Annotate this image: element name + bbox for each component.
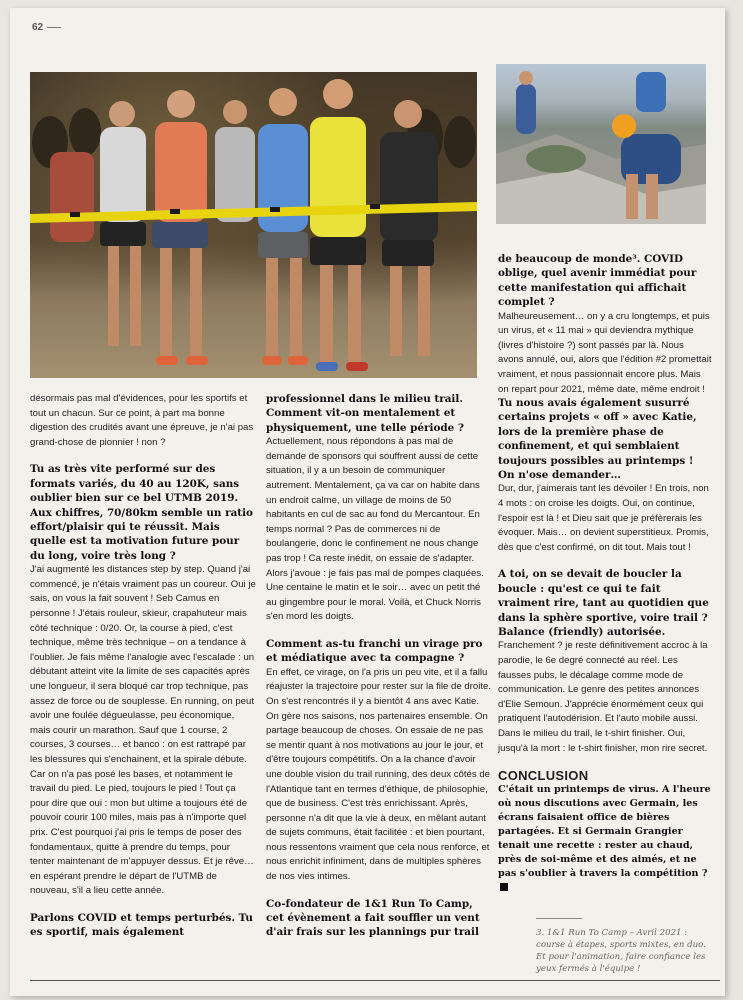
end-mark-icon — [500, 883, 508, 891]
paragraph: Actuellement, nous répondons à pas mal de demande de sponsors qui souffrent aussi de cette situation, il y a un besoin de communiquer autrement. Mentalement, ça va car on habite dans un endroit calme, un village de moins de 50 habitants en cul de sac au fond du Mercantour. En temps normal ? Pas de commerces ni de boulangerie, donc le confinement ne nous change pas trop ! Ca reste inédit, on essaie de s'adapter. Alors j'avoue : je fais pas mal de pompes claquées. Une centaine le matin et le soir… avec un petit thé au gingembre pour le moral. Voilà, et Chuck Norris s'en mord les doigts. — [266, 436, 484, 623]
trail-runners-photo — [496, 64, 706, 224]
paragraph: Malheureusement… on y a cru longtemps, et puis un virus, et « 11 mai » qui deviendra mythique (livres d'histoire ?) sont passés par là. Nous avons annulé, oui, alors que l'édition #2 promettait vraiment, et nous passionnait encore plus. Mais on repart pour 2021, même date, même endroit ! — [498, 310, 712, 395]
paragraph: J'ai augmenté les distances step by step. Quand j'ai commencé, je n'étais vraiment pas un coureur. Oui je sais, on vous la fait souvent ! Seb Camus en personne ! J'étais rouleur, skieur, crapahuteur mais côté technique : 0/20. Or, la course à pied, c'est technique, même très technique – on a tendance à l'oublier. Je fais même l'analogie avec l'escalade : un débutant atteint vite la limite de ses capacités après une longueur, il sera bloqué car trop technique, pas assez de force ou de souplesse. En running, on peut avoir une foulée dégueulasse, peu économique, mais courir un marathon. Sauf que 1 course, 2 courses, 3 courses… et banco : on est rattrapé par les blessures qui s'enchainent, et la spirale débute. Car on n'a pas posé les bases, et notamment le travail du pied. Le pied, toujours le pied ! Tout ça pour dire que oui : mon but ultime a toujours été de pouvoir courir 100 miles, mais pas à n'importe quel prix. C'est pourquoi j'ai pris le temps de poser des fondamentaux, quitte à prendre du temps, pour tenter maintenant de m'appuyer dessus. Et je rêve… en espérant prendre le départ de l'UTMB de nouveau, s'il a lieu cette année. — [30, 564, 256, 897]
footnote: 3. 1&1 Run To Camp – Avril 2021 : course à étapes, sports mixtes, en duo. Et pour l'animation, faire confiance les yeux fermés à l'équipe ! — [536, 918, 716, 975]
race-start-photo — [30, 72, 477, 378]
column-3-top — [498, 252, 712, 397]
interview-question: Parlons COVID et temps perturbés. Tu es sportif, mais également — [30, 911, 253, 939]
bottom-rule — [30, 980, 720, 981]
interview-question: Tu nous avais également susurré certains projets « off » avec Katie, lors de la première phase de confinement, et qui semblaient toujours possibles au printemps ! On n'ose demander… — [498, 397, 697, 482]
paragraph: désormais pas mal d'évidences, pour les sportifs et tout un chacun. Sur ce point, à part ma bonne digestion des crudités avant une épreuve, je n'ai pas grand-chose de pionnier ! non ? — [30, 393, 254, 448]
conclusion-text: C'était un printemps de virus. A l'heure où nous discutions avec Germain, les écrans faisaient office de bières partagées. Et si Germain Grangier tenait une recette : rester au chaud, près de soi-même et des aimés, et ne pas s'oublier à travers la compétition ? — [498, 784, 711, 880]
conclusion-title: CONCLUSION — [498, 768, 589, 784]
paragraph: Dur, dur, j'aimerais tant les dévoiler ! En trois, non 4 mots : on croise les doigts. Oui, on continue, l'espoir est là ! et Dieu sait que je préfèrerais les évoquer. Mais… on devient superstitieux. Promis, dès que c'est confirmé, on dit tout. Mais tout ! — [498, 483, 709, 553]
interview-question: professionnel dans le milieu trail. Comment vit-on mentalement et physiquement, une telle période ? — [266, 393, 464, 434]
interview-question: A toi, on se devait de boucler la boucle : qu'est ce qui te fait vraiment rire, tant au quotidien que dans la sphère sportive, voire trail ? Balance (friendly) autorisée. — [498, 568, 709, 639]
column-3-bottom — [498, 396, 712, 895]
paragraph: Franchement ? je reste définitivement accroc à la parodie, le 6e degré connecté au réel. Les fausses pubs, le décalage comme mode de communication. Le genre des petites annonces d'Elie Semoun. J'apprécie énormément ceux qui pratiquent l'autodérision. Et l'auto mobile aussi. Dans le milieu du trail, le t-shirt finisher. Oui, jusqu'à la mort : le t-shirt finisher, mon rire secret. — [498, 640, 708, 754]
interview-question: Co-fondateur de 1&1 Run To Camp, cet évènement a fait souffler un vent d'air frais sur les plannings pur trail — [266, 897, 480, 939]
interview-question: Comment as-tu franchi un virage pro et médiatique avec ta compagne ? — [266, 637, 483, 665]
paragraph: En effet, ce virage, on l'a pris un peu vite, et il a fallu réajuster la trajectoire pour rester sur la file de droite. On s'est rencontrés il y a bientôt 4 ans avec Katie. On gère nos saisons, nos partenaires ensemble. On partage beaucoup de choses. On essaie de ne pas se mentir quant à nos motivations au jour le jour, et d'être toujours compétitifs. On a la chance d'avoir une double vision du trail running, des deux côtés de l'Atlantique tant en termes d'éthique, de philosophie, que de business. C'est très enrichissant. Après, personne n'a dit que la vie à deux, en mêlant autant de sujets communs, était facilitée : et bien pourtant, nous ressentons vraiment que cela nous renforce, et nous enrichit infiniment, dans de multiples sphères de nos vies intimes. — [266, 666, 492, 883]
magazine-page — [10, 8, 725, 996]
interview-question: de beaucoup de monde³. COVID oblige, quel avenir immédiat pour cette manifestation qui affichait complet ? — [498, 253, 697, 309]
page-number: 62 — [32, 22, 61, 33]
race-start-illustration — [30, 72, 477, 378]
column-1 — [30, 392, 256, 940]
column-2 — [266, 392, 492, 940]
interview-question: Tu as très vite performé sur des formats variés, du 40 au 120K, sans oublier bien sur ce bel UTMB 2019. Aux chiffres, 70/80km semble un ratio effort/plaisir qui te réussit. Mais quelle est ta motivation future pour du long, voire très long ? — [30, 463, 253, 562]
trail-runners-illustration — [496, 64, 706, 224]
